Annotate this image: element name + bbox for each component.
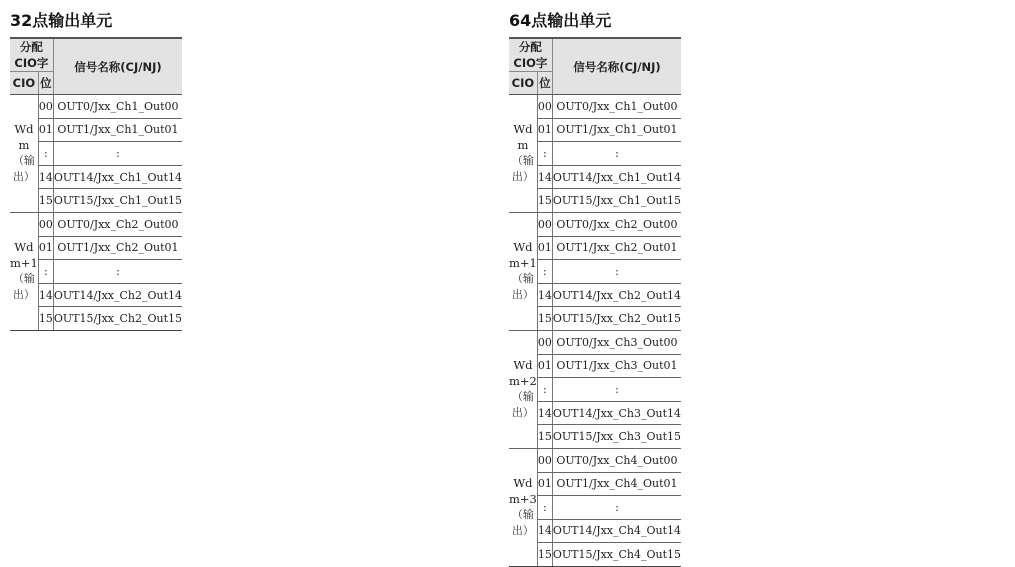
- signal-name-cell: OUT1/Jxx_Ch3_Out01: [552, 354, 681, 378]
- table-body: [10, 95, 182, 331]
- cio-word-note: （输出）: [511, 508, 534, 538]
- header-bit: 位: [537, 72, 552, 95]
- bit-cell: 01: [537, 118, 552, 142]
- cio-word-note: （输出）: [511, 272, 534, 302]
- cio-word-note: （输出）: [12, 154, 35, 184]
- header-allocated-cio-word: 分配CIO字: [10, 38, 53, 72]
- cio-word-label: Wd m: [513, 122, 533, 153]
- bit-cell: 01: [537, 472, 552, 496]
- bit-cell: 15: [38, 307, 53, 331]
- signal-name-cell: OUT15/Jxx_Ch3_Out15: [552, 425, 681, 449]
- bit-cell: 00: [38, 95, 53, 119]
- cio-word-note: （输出）: [511, 390, 534, 420]
- bit-cell: :: [537, 378, 552, 402]
- signal-name-cell: OUT15/Jxx_Ch2_Out15: [552, 307, 681, 331]
- header-cio: CIO: [509, 72, 537, 95]
- cio-word-label: Wd m+3: [509, 476, 537, 507]
- signal-name-cell: :: [552, 378, 681, 402]
- table-row: [509, 95, 681, 119]
- signal-name-cell: OUT0/Jxx_Ch1_Out00: [53, 95, 182, 119]
- signal-name-cell: OUT15/Jxx_Ch1_Out15: [53, 189, 182, 213]
- table-title: 64点输出单元: [509, 11, 612, 30]
- cio-allocation-table: [509, 37, 681, 567]
- bit-cell: 14: [537, 519, 552, 543]
- bit-cell: 14: [38, 283, 53, 307]
- signal-name-cell: :: [552, 496, 681, 520]
- bit-cell: 15: [537, 307, 552, 331]
- bit-cell: 15: [537, 425, 552, 449]
- signal-name-cell: OUT0/Jxx_Ch3_Out00: [552, 330, 681, 354]
- cio-word-cell: [509, 95, 537, 213]
- bit-cell: :: [537, 142, 552, 166]
- header-bit: 位: [38, 72, 53, 95]
- bit-cell: :: [38, 142, 53, 166]
- cio-word-cell: [509, 448, 537, 566]
- cio-word-cell: [509, 212, 537, 330]
- signal-name-cell: OUT0/Jxx_Ch4_Out00: [552, 448, 681, 472]
- signal-name-cell: OUT15/Jxx_Ch4_Out15: [552, 543, 681, 567]
- bit-cell: 01: [38, 118, 53, 142]
- signal-name-cell: OUT1/Jxx_Ch2_Out01: [552, 236, 681, 260]
- signal-name-cell: OUT1/Jxx_Ch4_Out01: [552, 472, 681, 496]
- cio-word-cell: [10, 212, 38, 330]
- signal-name-cell: OUT1/Jxx_Ch1_Out01: [552, 118, 681, 142]
- signal-name-cell: OUT1/Jxx_Ch1_Out01: [53, 118, 182, 142]
- cio-word-cell: [10, 95, 38, 213]
- bit-cell: 14: [537, 165, 552, 189]
- header-signal-name: 信号名称(CJ/NJ): [552, 38, 681, 95]
- cio-word-cell: [509, 330, 537, 448]
- signal-name-cell: OUT14/Jxx_Ch2_Out14: [53, 283, 182, 307]
- cio-word-note: （输出）: [511, 154, 534, 184]
- signal-name-cell: :: [552, 260, 681, 284]
- signal-name-cell: OUT0/Jxx_Ch1_Out00: [552, 95, 681, 119]
- signal-name-cell: OUT0/Jxx_Ch2_Out00: [552, 212, 681, 236]
- bit-cell: :: [537, 496, 552, 520]
- cio-allocation-table: [10, 37, 182, 331]
- signal-name-cell: OUT1/Jxx_Ch2_Out01: [53, 236, 182, 260]
- table-row: [509, 330, 681, 354]
- signal-name-cell: :: [53, 260, 182, 284]
- bit-cell: 14: [537, 401, 552, 425]
- table-row: [10, 212, 182, 236]
- table-row: [509, 448, 681, 472]
- bit-cell: 01: [38, 236, 53, 260]
- cio-word-label: Wd m+1: [509, 240, 537, 271]
- table-body: [509, 95, 681, 567]
- cio-word-label: Wd m: [14, 122, 34, 153]
- signal-name-cell: OUT14/Jxx_Ch2_Out14: [552, 283, 681, 307]
- signal-name-cell: OUT14/Jxx_Ch1_Out14: [53, 165, 182, 189]
- bit-cell: 15: [537, 189, 552, 213]
- bit-cell: 00: [537, 448, 552, 472]
- header-cio: CIO: [10, 72, 38, 95]
- bit-cell: 14: [537, 283, 552, 307]
- bit-cell: 15: [537, 543, 552, 567]
- bit-cell: 00: [537, 95, 552, 119]
- bit-cell: 01: [537, 354, 552, 378]
- signal-name-cell: OUT14/Jxx_Ch4_Out14: [552, 519, 681, 543]
- bit-cell: :: [537, 260, 552, 284]
- cio-word-label: Wd m+1: [10, 240, 38, 271]
- signal-name-cell: OUT15/Jxx_Ch1_Out15: [552, 189, 681, 213]
- bit-cell: 14: [38, 165, 53, 189]
- header-allocated-cio-word: 分配CIO字: [509, 38, 552, 72]
- table-row: [10, 95, 182, 119]
- signal-name-cell: :: [552, 142, 681, 166]
- signal-name-cell: OUT14/Jxx_Ch3_Out14: [552, 401, 681, 425]
- cio-word-label: Wd m+2: [509, 358, 537, 389]
- bit-cell: 01: [537, 236, 552, 260]
- bit-cell: 00: [38, 212, 53, 236]
- signal-name-cell: OUT14/Jxx_Ch1_Out14: [552, 165, 681, 189]
- header-signal-name: 信号名称(CJ/NJ): [53, 38, 182, 95]
- table-row: [509, 212, 681, 236]
- bit-cell: 00: [537, 212, 552, 236]
- cio-word-note: （输出）: [12, 272, 35, 302]
- signal-name-cell: OUT15/Jxx_Ch2_Out15: [53, 307, 182, 331]
- table-title: 32点输出单元: [10, 11, 113, 30]
- bit-cell: :: [38, 260, 53, 284]
- bit-cell: 00: [537, 330, 552, 354]
- signal-name-cell: :: [53, 142, 182, 166]
- bit-cell: 15: [38, 189, 53, 213]
- signal-name-cell: OUT0/Jxx_Ch2_Out00: [53, 212, 182, 236]
